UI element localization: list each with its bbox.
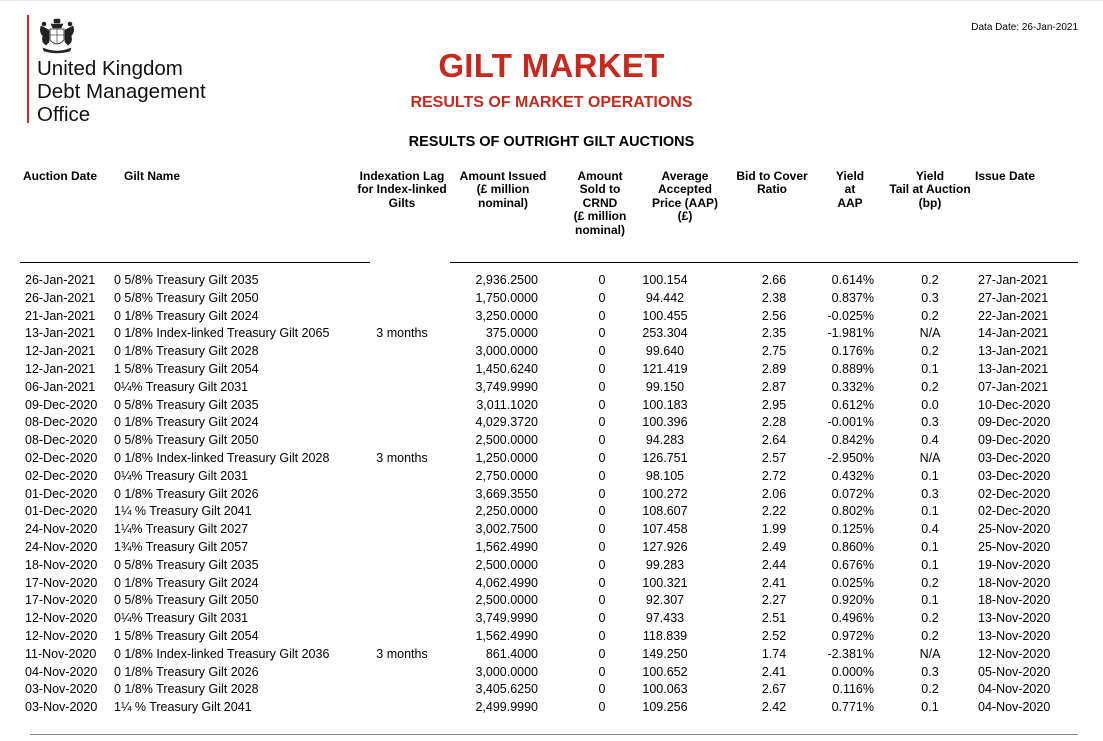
cell-bid-to-cover: 2.44 xyxy=(761,557,787,572)
cell-amount-issued: 375.0000 xyxy=(485,326,538,341)
header-line: (£ million xyxy=(476,182,530,197)
table-row xyxy=(0,521,1103,539)
cell-gilt-name: 0¼% Treasury Gilt 2031 xyxy=(114,379,249,394)
cell-amount-crnd: 0 xyxy=(598,628,606,643)
table-row xyxy=(0,308,1103,326)
cell-aap: 118.839 xyxy=(642,628,688,643)
cell-gilt-name: 0 1/8% Treasury Gilt 2024 xyxy=(114,415,259,430)
cell-amount-issued: 3,011.1020 xyxy=(476,397,538,412)
page-title: GILT MARKET xyxy=(438,47,665,84)
cell-auction-date: 06-Jan-2021 xyxy=(25,379,96,394)
cell-amount-crnd: 0 xyxy=(598,611,606,626)
cell-aap: 100.652 xyxy=(642,664,688,679)
cell-amount-issued: 2,936.2500 xyxy=(475,273,538,287)
cell-yield-tail: 0.3 xyxy=(921,664,939,679)
cell-yield-tail: 0.0 xyxy=(921,397,939,412)
cell-yield-aap: 0.612% xyxy=(831,397,874,412)
cell-amount-issued: 3,669.3550 xyxy=(475,486,538,501)
cell-yield-tail: 0.3 xyxy=(921,415,939,430)
cell-yield-tail: 0.2 xyxy=(921,575,939,590)
table-row xyxy=(0,450,1103,468)
cell-amount-crnd: 0 xyxy=(598,557,606,572)
cell-bid-to-cover: 2.72 xyxy=(761,468,787,483)
cell-amount-issued: 3,749.9990 xyxy=(475,379,538,394)
cell-aap: 99.283 xyxy=(645,557,685,572)
cell-yield-tail: 0.2 xyxy=(921,379,939,394)
header-line: CRND xyxy=(582,195,618,210)
cell-issue-date: 02-Dec-2020 xyxy=(978,504,1051,519)
cell-amount-issued: 1,450.6240 xyxy=(475,361,538,376)
cell-aap: 99.150 xyxy=(645,379,685,394)
cell-yield-aap: -0.025% xyxy=(827,308,874,323)
cell-aap: 127.926 xyxy=(642,539,688,554)
header-line: Tail at Auction xyxy=(889,182,971,197)
header-line: (£) xyxy=(677,209,693,224)
cell-gilt-name: 1 5/8% Treasury Gilt 2054 xyxy=(114,628,259,643)
cell-issue-date: 13-Jan-2021 xyxy=(978,361,1049,376)
cell-bid-to-cover: 2.87 xyxy=(761,379,787,394)
cell-issue-date: 04-Nov-2020 xyxy=(978,700,1051,715)
cell-auction-date: 12-Nov-2020 xyxy=(25,628,98,643)
cell-auction-date: 17-Nov-2020 xyxy=(25,593,98,608)
cell-bid-to-cover: 2.75 xyxy=(761,344,787,359)
cell-amount-crnd: 0 xyxy=(598,344,606,359)
cell-issue-date: 03-Dec-2020 xyxy=(978,450,1051,465)
cell-issue-date: 25-Nov-2020 xyxy=(978,522,1051,537)
cell-amount-issued: 2,500.0000 xyxy=(475,433,538,448)
cell-amount-issued: 1,562.4990 xyxy=(475,628,538,643)
cell-amount-crnd: 0 xyxy=(598,682,606,697)
cell-yield-tail: 0.1 xyxy=(921,700,939,715)
cell-gilt-name: 0 1/8% Index-linked Treasury Gilt 2065 xyxy=(114,326,330,341)
cell-gilt-name: 0 5/8% Treasury Gilt 2035 xyxy=(114,397,259,412)
cell-aap: 108.607 xyxy=(642,504,688,519)
cell-aap: 253.304 xyxy=(642,326,688,341)
cell-amount-issued: 2,499.9990 xyxy=(475,700,538,715)
cell-amount-crnd: 0 xyxy=(598,700,606,715)
cell-yield-aap: 0.000% xyxy=(831,664,874,679)
cell-auction-date: 18-Nov-2020 xyxy=(25,557,98,572)
cell-issue-date: 27-Jan-2021 xyxy=(978,290,1049,305)
cell-amount-crnd: 0 xyxy=(598,504,606,519)
header-line: (£ million xyxy=(573,209,627,224)
cell-auction-date: 24-Nov-2020 xyxy=(25,539,98,554)
cell-amount-issued: 3,250.0000 xyxy=(475,308,538,323)
cell-bid-to-cover: 2.35 xyxy=(761,326,787,341)
cell-amount-crnd: 0 xyxy=(598,522,606,537)
header-amount-issued xyxy=(452,170,554,210)
cell-yield-tail: 0.1 xyxy=(921,468,939,483)
cell-yield-aap: 0.432% xyxy=(831,468,874,483)
table-row xyxy=(0,379,1103,397)
header-line: Ratio xyxy=(757,182,787,197)
cell-yield-tail: 0.4 xyxy=(921,522,939,537)
cell-amount-issued: 1,750.0000 xyxy=(475,290,538,305)
table-row xyxy=(0,575,1103,593)
table-row xyxy=(0,432,1103,450)
cell-gilt-name: 0 5/8% Treasury Gilt 2050 xyxy=(114,593,259,608)
cell-bid-to-cover: 1.99 xyxy=(761,522,787,537)
auction-results-table xyxy=(0,272,1103,717)
cell-auction-date: 03-Nov-2020 xyxy=(25,700,98,715)
cell-amount-crnd: 0 xyxy=(598,361,606,376)
cell-yield-tail: 0.1 xyxy=(921,593,939,608)
cell-issue-date: 27-Jan-2021 xyxy=(978,273,1049,287)
cell-yield-tail: 0.1 xyxy=(921,361,939,376)
cell-issue-date: 03-Dec-2020 xyxy=(978,468,1051,483)
table-row xyxy=(0,486,1103,504)
cell-bid-to-cover: 2.22 xyxy=(761,504,787,519)
cell-auction-date: 08-Dec-2020 xyxy=(25,433,98,448)
header-line: Sold to xyxy=(579,182,621,197)
cell-gilt-name: 1 5/8% Treasury Gilt 2054 xyxy=(114,361,259,376)
cell-auction-date: 04-Nov-2020 xyxy=(25,664,98,679)
cell-yield-aap: 0.072% xyxy=(831,486,874,501)
cell-amount-crnd: 0 xyxy=(598,433,606,448)
cell-bid-to-cover: 2.64 xyxy=(761,433,787,448)
header-yield-tail xyxy=(882,170,978,210)
table-row xyxy=(0,361,1103,379)
cell-gilt-name: 0 1/8% Treasury Gilt 2028 xyxy=(114,344,259,359)
cell-gilt-name: 1¼ % Treasury Gilt 2041 xyxy=(114,700,252,715)
cell-gilt-name: 0 5/8% Treasury Gilt 2035 xyxy=(114,273,259,287)
cell-amount-crnd: 0 xyxy=(598,664,606,679)
cell-bid-to-cover: 2.89 xyxy=(761,361,787,376)
cell-aap: 100.063 xyxy=(642,682,688,697)
cell-yield-aap: 0.920% xyxy=(831,593,874,608)
bottom-divider xyxy=(30,734,1078,735)
header-line: Average xyxy=(661,169,709,183)
cell-yield-tail: 0.2 xyxy=(921,611,939,626)
table-row xyxy=(0,290,1103,308)
cell-issue-date: 19-Nov-2020 xyxy=(978,557,1051,572)
cell-auction-date: 13-Jan-2021 xyxy=(25,326,96,341)
table-row xyxy=(0,628,1103,646)
cell-issue-date: 13-Nov-2020 xyxy=(978,611,1051,626)
cell-indexation-lag: 3 months xyxy=(376,450,428,465)
cell-issue-date: 10-Dec-2020 xyxy=(978,397,1051,412)
cell-bid-to-cover: 2.56 xyxy=(761,308,787,323)
cell-amount-crnd: 0 xyxy=(598,646,606,661)
cell-yield-tail: 0.2 xyxy=(921,682,939,697)
cell-amount-crnd: 0 xyxy=(598,415,606,430)
cell-yield-aap: 0.025% xyxy=(831,575,874,590)
cell-gilt-name: 0¼% Treasury Gilt 2031 xyxy=(114,611,249,626)
cell-amount-issued: 3,000.0000 xyxy=(475,664,538,679)
header-line: Indexation Lag xyxy=(359,169,445,183)
cell-amount-crnd: 0 xyxy=(598,486,606,501)
org-name-line: Debt Management xyxy=(37,80,206,103)
header-indexation-lag xyxy=(352,170,452,210)
table-row xyxy=(0,343,1103,361)
cell-yield-tail: 0.2 xyxy=(921,344,939,359)
cell-bid-to-cover: 2.52 xyxy=(761,628,787,643)
cell-yield-aap: 0.860% xyxy=(831,539,874,554)
cell-amount-issued: 3,000.0000 xyxy=(475,344,538,359)
cell-aap: 98.105 xyxy=(645,468,685,483)
table-row xyxy=(0,325,1103,343)
cell-bid-to-cover: 2.42 xyxy=(761,700,787,715)
cell-yield-tail: 0.3 xyxy=(921,290,939,305)
cell-yield-tail: 0.3 xyxy=(921,486,939,501)
cell-auction-date: 09-Dec-2020 xyxy=(25,397,98,412)
cell-gilt-name: 0 1/8% Treasury Gilt 2024 xyxy=(114,575,259,590)
cell-auction-date: 21-Jan-2021 xyxy=(25,308,96,323)
cell-gilt-name: 0 5/8% Treasury Gilt 2050 xyxy=(114,433,259,448)
cell-issue-date: 02-Dec-2020 xyxy=(978,486,1051,501)
cell-yield-tail: N/A xyxy=(919,326,941,341)
cell-gilt-name: 1¼ % Treasury Gilt 2041 xyxy=(114,504,252,519)
cell-bid-to-cover: 2.49 xyxy=(761,539,787,554)
cell-amount-issued: 4,062.4990 xyxy=(475,575,538,590)
cell-aap: 92.307 xyxy=(645,593,685,608)
cell-amount-crnd: 0 xyxy=(598,450,606,465)
cell-issue-date: 13-Jan-2021 xyxy=(978,344,1049,359)
cell-issue-date: 13-Nov-2020 xyxy=(978,628,1051,643)
table-row xyxy=(0,539,1103,557)
header-auction-date: Auction Date xyxy=(23,169,98,183)
cell-indexation-lag: 3 months xyxy=(376,326,428,341)
cell-yield-aap: 0.676% xyxy=(831,557,874,572)
header-line: for Index-linked xyxy=(357,182,447,197)
cell-yield-tail: 0.2 xyxy=(921,308,939,323)
cell-auction-date: 03-Nov-2020 xyxy=(25,682,98,697)
cell-amount-issued: 2,250.0000 xyxy=(475,504,538,519)
header-aap xyxy=(640,170,730,224)
table-row xyxy=(0,503,1103,521)
cell-bid-to-cover: 2.41 xyxy=(761,575,787,590)
cell-bid-to-cover: 2.95 xyxy=(761,397,787,412)
cell-issue-date: 04-Nov-2020 xyxy=(978,682,1051,697)
cell-aap: 100.183 xyxy=(642,397,688,412)
cell-amount-crnd: 0 xyxy=(598,593,606,608)
data-date: Data Date: 26-Jan-2021 xyxy=(971,22,1078,33)
page-subtitle: RESULTS OF MARKET OPERATIONS xyxy=(410,94,693,111)
cell-aap: 100.396 xyxy=(642,415,688,430)
cell-amount-issued: 2,500.0000 xyxy=(475,557,538,572)
table-row xyxy=(0,272,1103,290)
cell-yield-tail: N/A xyxy=(919,450,941,465)
cell-bid-to-cover: 2.57 xyxy=(761,450,787,465)
cell-amount-issued: 861.4000 xyxy=(485,646,538,661)
cell-issue-date: 05-Nov-2020 xyxy=(978,664,1051,679)
cell-aap: 149.250 xyxy=(642,646,688,661)
cell-issue-date: 18-Nov-2020 xyxy=(978,593,1051,608)
table-row xyxy=(0,664,1103,682)
cell-issue-date: 14-Jan-2021 xyxy=(978,326,1049,341)
cell-aap: 100.455 xyxy=(642,308,688,323)
cell-auction-date: 02-Dec-2020 xyxy=(25,450,98,465)
cell-yield-aap: 0.802% xyxy=(831,504,874,519)
cell-gilt-name: 0 1/8% Index-linked Treasury Gilt 2036 xyxy=(114,646,330,661)
header-line: Accepted xyxy=(657,182,713,197)
cell-aap: 94.283 xyxy=(645,433,685,448)
cell-aap: 107.458 xyxy=(642,522,688,537)
cell-auction-date: 12-Jan-2021 xyxy=(25,361,96,376)
cell-issue-date: 22-Jan-2021 xyxy=(978,308,1049,323)
table-row xyxy=(0,592,1103,610)
header-line: Yield xyxy=(915,169,945,183)
cell-yield-aap: -0.001% xyxy=(827,415,874,430)
cell-aap: 94.442 xyxy=(645,290,685,305)
cell-gilt-name: 0 1/8% Treasury Gilt 2024 xyxy=(114,308,259,323)
cell-aap: 100.272 xyxy=(642,486,688,501)
cell-issue-date: 09-Dec-2020 xyxy=(978,415,1051,430)
cell-amount-crnd: 0 xyxy=(598,326,606,341)
cell-yield-tail: 0.1 xyxy=(921,504,939,519)
cell-bid-to-cover: 2.38 xyxy=(761,290,787,305)
cell-amount-issued: 3,749.9990 xyxy=(475,611,538,626)
table-row xyxy=(0,610,1103,628)
cell-aap: 97.433 xyxy=(645,611,685,626)
cell-gilt-name: 0¼% Treasury Gilt 2031 xyxy=(114,468,249,483)
cell-aap: 109.256 xyxy=(642,700,688,715)
cell-gilt-name: 0 5/8% Treasury Gilt 2035 xyxy=(114,557,259,572)
cell-bid-to-cover: 2.28 xyxy=(761,415,787,430)
cell-amount-issued: 2,750.0000 xyxy=(475,468,538,483)
cell-yield-tail: 0.2 xyxy=(921,628,939,643)
cell-yield-tail: 0.4 xyxy=(921,433,939,448)
cell-gilt-name: 0 5/8% Treasury Gilt 2050 xyxy=(114,290,259,305)
header-line: nominal) xyxy=(478,195,528,210)
cell-auction-date: 24-Nov-2020 xyxy=(25,522,98,537)
cell-yield-aap: 0.614% xyxy=(831,273,874,287)
top-border xyxy=(0,0,1103,1)
cell-auction-date: 02-Dec-2020 xyxy=(25,468,98,483)
cell-issue-date: 12-Nov-2020 xyxy=(978,646,1051,661)
cell-auction-date: 26-Jan-2021 xyxy=(25,290,96,305)
cell-bid-to-cover: 2.41 xyxy=(761,664,787,679)
table-row xyxy=(0,414,1103,432)
org-name-line: Office xyxy=(37,103,91,126)
cell-yield-aap: 0.116% xyxy=(832,682,874,697)
cell-aap: 100.154 xyxy=(642,273,688,287)
org-name-line: United Kingdom xyxy=(37,57,183,80)
cell-amount-crnd: 0 xyxy=(598,575,606,590)
header-line: Price (AAP) xyxy=(651,195,719,210)
cell-amount-crnd: 0 xyxy=(598,397,606,412)
cell-yield-tail: 0.2 xyxy=(921,273,939,287)
cell-yield-aap: 0.889% xyxy=(831,361,874,376)
cell-gilt-name: 0 1/8% Treasury Gilt 2028 xyxy=(114,682,259,697)
header-divider-left xyxy=(20,262,370,263)
cell-amount-issued: 1,250.0000 xyxy=(475,450,538,465)
cell-issue-date: 25-Nov-2020 xyxy=(978,539,1051,554)
cell-bid-to-cover: 2.51 xyxy=(761,611,787,626)
cell-issue-date: 07-Jan-2021 xyxy=(978,379,1049,394)
cell-bid-to-cover: 2.66 xyxy=(761,273,787,287)
cell-yield-aap: 0.176% xyxy=(831,344,874,359)
header-issue-date: Issue Date xyxy=(975,169,1036,183)
cell-auction-date: 08-Dec-2020 xyxy=(25,415,98,430)
header-line: (bp) xyxy=(918,195,942,210)
header-line: nominal) xyxy=(575,222,625,237)
cell-amount-crnd: 0 xyxy=(598,308,606,323)
cell-bid-to-cover: 2.67 xyxy=(761,682,787,697)
cell-gilt-name: 1¼% Treasury Gilt 2027 xyxy=(114,522,249,537)
cell-amount-crnd: 0 xyxy=(598,290,606,305)
cell-yield-aap: -2.381% xyxy=(827,646,874,661)
cell-amount-crnd: 0 xyxy=(598,273,606,287)
cell-amount-issued: 3,405.6250 xyxy=(475,682,538,697)
cell-yield-tail: 0.1 xyxy=(921,539,939,554)
header-line: at xyxy=(844,182,856,197)
cell-yield-aap: 0.842% xyxy=(831,433,874,448)
cell-yield-tail: 0.1 xyxy=(921,557,939,572)
cell-issue-date: 09-Dec-2020 xyxy=(978,433,1051,448)
cell-aap: 100.321 xyxy=(642,575,688,590)
cell-amount-crnd: 0 xyxy=(598,539,606,554)
cell-indexation-lag: 3 months xyxy=(376,646,428,661)
cell-yield-aap: 0.332% xyxy=(831,379,874,394)
header-divider-right xyxy=(450,262,1078,263)
cell-yield-aap: 0.972% xyxy=(831,628,874,643)
cell-auction-date: 17-Nov-2020 xyxy=(25,575,98,590)
cell-bid-to-cover: 2.27 xyxy=(761,593,787,608)
cell-auction-date: 26-Jan-2021 xyxy=(25,273,96,287)
cell-gilt-name: 0 1/8% Treasury Gilt 2026 xyxy=(114,486,259,501)
header-gilt-name: Gilt Name xyxy=(124,169,181,183)
cell-gilt-name: 1¾% Treasury Gilt 2057 xyxy=(114,539,249,554)
table-row xyxy=(0,681,1103,699)
cell-amount-crnd: 0 xyxy=(598,468,606,483)
cell-yield-aap: -2.950% xyxy=(827,450,874,465)
table-row xyxy=(0,699,1103,717)
cell-gilt-name: 0 1/8% Treasury Gilt 2026 xyxy=(114,664,259,679)
table-row xyxy=(0,468,1103,486)
header-yield-at-aap xyxy=(820,170,880,210)
cell-yield-aap: 0.125% xyxy=(831,522,874,537)
cell-auction-date: 01-Dec-2020 xyxy=(25,504,98,519)
cell-auction-date: 12-Jan-2021 xyxy=(25,344,96,359)
cell-yield-aap: -1.981% xyxy=(827,326,874,341)
cell-yield-aap: 0.496% xyxy=(831,611,874,626)
section-title: RESULTS OF OUTRIGHT GILT AUCTIONS xyxy=(408,134,695,150)
header-line: Yield xyxy=(835,169,865,183)
cell-auction-date: 01-Dec-2020 xyxy=(25,486,98,501)
cell-aap: 99.640 xyxy=(645,344,685,359)
header-line: AAP xyxy=(837,195,863,210)
cell-bid-to-cover: 1.74 xyxy=(761,646,787,661)
header-amount-crnd xyxy=(560,170,640,237)
cell-auction-date: 11-Nov-2020 xyxy=(25,646,97,661)
cell-issue-date: 18-Nov-2020 xyxy=(978,575,1051,590)
cell-aap: 121.419 xyxy=(642,361,688,376)
header-bid-to-cover xyxy=(728,170,816,197)
cell-yield-aap: 0.837% xyxy=(831,290,874,305)
cell-amount-issued: 4,029.3720 xyxy=(475,415,538,430)
cell-amount-issued: 1,562.4990 xyxy=(475,539,538,554)
cell-gilt-name: 0 1/8% Index-linked Treasury Gilt 2028 xyxy=(114,450,330,465)
table-row xyxy=(0,557,1103,575)
cell-amount-crnd: 0 xyxy=(598,379,606,394)
cell-yield-aap: 0.771% xyxy=(831,700,874,715)
header-line: Bid to Cover xyxy=(736,169,808,183)
cell-bid-to-cover: 2.06 xyxy=(761,486,787,501)
cell-amount-issued: 3,002.7500 xyxy=(475,522,538,537)
table-row xyxy=(0,646,1103,664)
cell-auction-date: 12-Nov-2020 xyxy=(25,611,98,626)
cell-amount-issued: 2,500.0000 xyxy=(475,593,538,608)
table-row xyxy=(0,397,1103,415)
header-line: Gilts xyxy=(388,195,416,210)
header-line: Amount Issued xyxy=(459,169,547,183)
header-line: Amount xyxy=(577,169,623,183)
cell-yield-tail: N/A xyxy=(919,646,941,661)
cell-aap: 126.751 xyxy=(642,450,688,465)
